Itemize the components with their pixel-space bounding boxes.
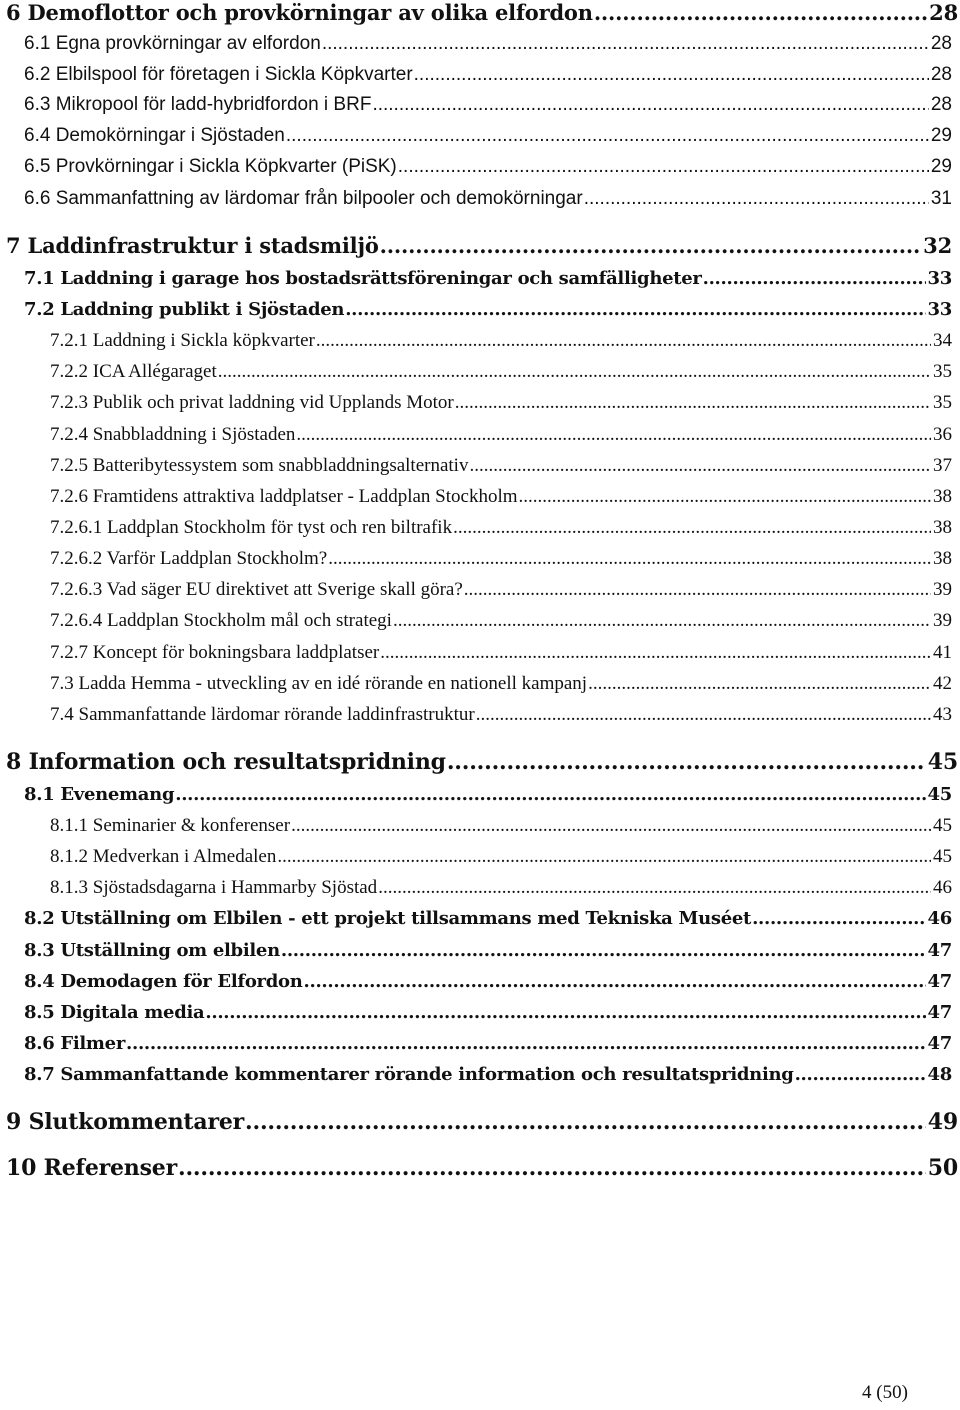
dot-leader <box>178 1155 926 1181</box>
dot-leader <box>218 361 931 383</box>
dot-leader <box>286 125 929 147</box>
dot-leader <box>393 610 931 632</box>
dot-leader <box>703 268 926 289</box>
dot-leader <box>380 233 922 258</box>
dot-leader <box>296 424 931 446</box>
dot-leader <box>455 392 931 414</box>
toc-entry-page: 48 <box>927 1064 952 1085</box>
toc-entry[interactable] <box>50 486 952 508</box>
toc-entry-page: 47 <box>927 1002 952 1023</box>
toc-entry-label: 6 Demoflottor och provkörningar av olika elfordon <box>6 0 593 25</box>
toc-entry-page: 46 <box>933 877 952 898</box>
toc-entry-page: 28 <box>930 33 952 54</box>
toc-entry-label: 8.5 Digitala media <box>24 1002 205 1023</box>
toc-entry[interactable] <box>24 1033 952 1054</box>
toc-entry-page: 29 <box>930 125 952 146</box>
toc-entry[interactable] <box>24 125 952 147</box>
toc-entry[interactable] <box>6 0 958 25</box>
toc-entry[interactable] <box>50 642 952 664</box>
toc-entry[interactable] <box>24 908 952 929</box>
toc-entry-label: 8.1 Evenemang <box>24 784 175 805</box>
dot-leader <box>316 330 931 352</box>
toc-entry-page: 29 <box>930 156 952 177</box>
toc-entry[interactable] <box>24 971 952 992</box>
toc-entry-page: 50 <box>927 1155 958 1181</box>
toc-entry-label: 7.2.6.2 Varför Laddplan Stockholm? <box>50 548 328 569</box>
dot-leader <box>205 1002 925 1023</box>
toc-entry-page: 39 <box>933 610 952 631</box>
toc-entry[interactable] <box>50 517 952 539</box>
toc-entry[interactable] <box>50 455 952 477</box>
dot-leader <box>447 749 926 775</box>
toc-entry-label: 7.2 Laddning publikt i Sjöstaden <box>24 299 345 320</box>
toc-entry-page: 39 <box>933 579 952 600</box>
toc-entry[interactable] <box>50 392 952 414</box>
toc-entry-label: 8 Information och resultatspridning <box>6 749 446 775</box>
toc-entry-label: 6.3 Mikropool för ladd-hybridfordon i BRF <box>24 94 372 115</box>
toc-entry[interactable] <box>50 548 952 570</box>
toc-entry-page: 28 <box>929 0 958 25</box>
dot-leader <box>304 971 926 992</box>
dot-leader <box>588 673 931 695</box>
page-number: 4 (50) <box>862 1382 908 1403</box>
toc-entry-page: 47 <box>927 1033 952 1054</box>
toc-entry-label: 8.1.2 Medverkan i Almedalen <box>50 846 277 867</box>
toc-entry-label: 7.4 Sammanfattande lärdomar rörande laddinfrastruktur <box>50 704 475 725</box>
toc-entry-page: 33 <box>927 268 952 289</box>
toc-entry-label: 7.2.6.3 Vad säger EU direktivet att Sverige skall göra? <box>50 579 463 600</box>
toc-entry-label: 7.2.4 Snabbladdning i Sjöstaden <box>50 424 296 445</box>
toc-entry[interactable] <box>24 94 952 116</box>
toc-entry-page: 31 <box>930 188 952 209</box>
toc-entry[interactable] <box>50 579 952 601</box>
toc-entry-label: 7 Laddinfrastruktur i stadsmiljö <box>6 233 379 258</box>
toc-entry-page: 34 <box>933 330 952 351</box>
dot-leader <box>469 455 931 477</box>
toc-entry-page: 35 <box>933 392 952 413</box>
toc-entry-label: 7.2.2 ICA Allégaraget <box>50 361 217 382</box>
dot-leader <box>414 64 929 86</box>
dot-leader <box>277 846 931 868</box>
toc-entry-label: 7.2.6 Framtidens attraktiva laddplatser - Laddplan Stockholm <box>50 486 518 507</box>
toc-entry-page: 28 <box>930 94 952 115</box>
toc-entry[interactable] <box>6 1155 958 1181</box>
dot-leader <box>752 908 925 929</box>
toc-entry-page: 41 <box>933 642 952 663</box>
toc-entry[interactable] <box>24 156 952 178</box>
toc-entry-page: 45 <box>927 784 952 805</box>
dot-leader <box>372 94 928 116</box>
dot-leader <box>398 156 929 178</box>
toc-entry-page: 37 <box>933 455 952 476</box>
toc-entry[interactable] <box>50 330 952 352</box>
toc-entry-page: 47 <box>927 971 952 992</box>
toc-entry[interactable] <box>50 815 952 837</box>
dot-leader <box>453 517 931 539</box>
toc-entry[interactable] <box>50 877 952 899</box>
dot-leader <box>795 1064 926 1085</box>
dot-leader <box>476 704 931 726</box>
toc-entry-page: 45 <box>927 749 958 775</box>
toc-entry[interactable] <box>6 749 958 775</box>
toc-entry-label: 8.1.1 Seminarier & konferenser <box>50 815 291 836</box>
toc-entry-label: 6.4 Demokörningar i Sjöstaden <box>24 125 285 146</box>
dot-leader <box>345 299 925 320</box>
toc-entry[interactable] <box>24 1002 952 1023</box>
toc-entry[interactable] <box>24 64 952 86</box>
toc-entry[interactable] <box>24 33 952 55</box>
toc-entry-page: 28 <box>930 64 952 85</box>
toc-entry-page: 38 <box>933 548 952 569</box>
toc-entry[interactable] <box>50 673 952 695</box>
toc-entry-label: 8.4 Demodagen för Elfordon <box>24 971 303 992</box>
toc-entry-label: 8.7 Sammanfattande kommentarer rörande information och resultatspridning <box>24 1064 794 1085</box>
toc-entry-page: 43 <box>933 704 952 725</box>
toc-entry-label: 8.1.3 Sjöstadsdagarna i Hammarby Sjöstad <box>50 877 378 898</box>
toc-entry-label: 7.2.3 Publik och privat laddning vid Upplands Motor <box>50 392 454 413</box>
toc-entry[interactable] <box>24 940 952 961</box>
toc-entry-label: 7.2.7 Koncept för bokningsbara laddplatser <box>50 642 380 663</box>
toc-entry-label: 7.2.6.1 Laddplan Stockholm för tyst och ren biltrafik <box>50 517 453 538</box>
dot-leader <box>322 33 929 55</box>
toc-entry[interactable] <box>50 704 952 726</box>
toc-entry-page: 38 <box>933 517 952 538</box>
toc-entry-page: 45 <box>933 846 952 867</box>
dot-leader <box>281 940 926 961</box>
toc-entry-label: 7.2.6.4 Laddplan Stockholm mål och strategi <box>50 610 392 631</box>
dot-leader <box>378 877 931 899</box>
toc-entry-label: 6.2 Elbilspool för företagen i Sickla Köpkvarter <box>24 64 413 85</box>
toc-entry-label: 8.6 Filmer <box>24 1033 126 1054</box>
toc-entry-label: 7.1 Laddning i garage hos bostadsrättsföreningar och samfälligheter <box>24 268 702 289</box>
toc-entry[interactable] <box>24 1064 952 1085</box>
dot-leader <box>584 188 929 210</box>
toc-entry-label: 7.2.5 Batteribytessystem som snabbladdningsalternativ <box>50 455 469 476</box>
toc-entry-label: 6.6 Sammanfattning av lärdomar från bilpooler och demokörningar <box>24 188 583 209</box>
toc-entry-page: 33 <box>927 299 952 320</box>
dot-leader <box>126 1033 926 1054</box>
toc-entry[interactable] <box>24 268 952 289</box>
toc-entry[interactable] <box>24 188 952 210</box>
dot-leader <box>175 784 925 805</box>
toc-entry-page: 46 <box>927 908 952 929</box>
toc-entry-page: 42 <box>933 673 952 694</box>
toc-entry-label: 10 Referenser <box>6 1155 177 1181</box>
dot-leader <box>328 548 931 570</box>
toc-entry-page: 32 <box>923 233 952 258</box>
toc-entry[interactable] <box>6 1109 958 1135</box>
toc-entry-label: 8.2 Utställning om Elbilen - ett projekt tillsammans med Tekniska Muséet <box>24 908 752 929</box>
toc-entry[interactable] <box>6 233 952 258</box>
toc-entry-label: 6.5 Provkörningar i Sickla Köpkvarter (PiSK) <box>24 156 397 177</box>
dot-leader <box>380 642 931 664</box>
toc-entry[interactable] <box>50 846 952 868</box>
toc-entry-label: 7.3 Ladda Hemma - utveckling av en idé rörande en nationell kampanj <box>50 673 588 694</box>
dot-leader <box>291 815 931 837</box>
toc-entry[interactable] <box>24 299 952 320</box>
dot-leader <box>464 579 931 601</box>
dot-leader <box>519 486 931 508</box>
toc-entry-label: 7.2.1 Laddning i Sickla köpkvarter <box>50 330 315 351</box>
toc-entry-label: 9 Slutkommentarer <box>6 1109 245 1135</box>
toc-entry[interactable] <box>50 361 952 383</box>
dot-leader <box>594 0 927 25</box>
toc-entry-page: 35 <box>933 361 952 382</box>
dot-leader <box>245 1109 926 1135</box>
toc-entry-label: 6.1 Egna provkörningar av elfordon <box>24 33 321 54</box>
toc-entry-page: 47 <box>927 940 952 961</box>
toc-entry-label: 8.3 Utställning om elbilen <box>24 940 280 961</box>
toc-entry-page: 38 <box>933 486 952 507</box>
toc-entry[interactable] <box>50 610 952 632</box>
toc-entry-page: 45 <box>933 815 952 836</box>
toc-entry[interactable] <box>50 424 952 446</box>
toc-entry-page: 36 <box>933 424 952 445</box>
toc-entry[interactable] <box>24 784 952 805</box>
toc-entry-page: 49 <box>927 1109 958 1135</box>
